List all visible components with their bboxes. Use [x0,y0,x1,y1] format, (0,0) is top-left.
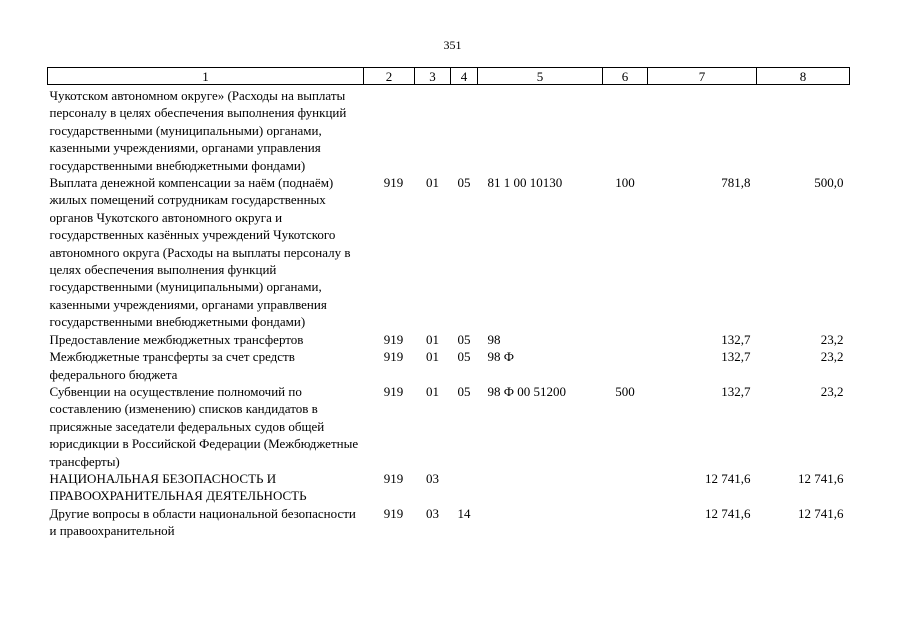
row-amount-2 [757,85,850,175]
row-target-article: 98 Ф [487,349,515,365]
row-section: 01 [426,349,439,365]
row-amount-1: 132,7 [721,383,751,399]
row-name: Другие вопросы в области национальной безопасности и правоохранительной [49,505,356,539]
row-amount-2: 23,2 [820,349,844,365]
row-admin-code: 919 [383,349,404,365]
row-amount-1: 12 741,6 [705,470,751,486]
row-name: Предоставление межбюджетных трансфертов [49,331,304,347]
table-row [48,85,850,175]
row-subsection: 05 [457,331,471,347]
row-amount-1: 781,8 [721,175,751,191]
column-header: 5 [478,68,603,85]
table-row [48,174,850,331]
row-expense-type: 500 [615,383,635,399]
row-expense-type [603,331,648,348]
row-admin-code: 919 [383,383,404,399]
row-subsection: 05 [457,349,471,365]
table-row [48,383,850,470]
row-expense-type [603,505,648,540]
row-admin-code: 919 [383,470,404,486]
row-expense-type: 100 [615,175,635,191]
table-row [48,348,850,383]
row-subsection [451,85,478,175]
budget-table [47,67,850,540]
table-row [48,331,850,348]
row-admin-code: 919 [383,331,404,347]
row-subsection: 05 [457,175,471,191]
row-target-article [478,470,603,505]
row-amount-2: 12 741,6 [798,505,844,521]
row-section [415,85,451,175]
column-header: 1 [48,68,364,85]
table-row [48,505,850,540]
row-expense-type [603,85,648,175]
row-amount-2: 12 741,6 [798,470,844,486]
row-admin-code [364,85,415,175]
row-target-article: 81 1 00 10130 [487,175,563,191]
row-amount-2: 500,0 [814,175,844,191]
row-name: Выплата денежной компенсации за наём (поднаём) жилых помещений сотрудникам государственных органов Чукотского автономного округа и государственных казённых учреждений Чукотского автономного округа (Расходы на выплаты персоналу в целях обеспечения выполнения функций государственными (муниципальными) органами, казенными учреждениями, органами управлвения государственными внебюджетными фондами) [49,175,351,330]
row-admin-code: 919 [383,175,404,191]
row-amount-1 [648,85,757,175]
row-amount-1: 12 741,6 [705,505,751,521]
row-amount-1: 132,7 [721,331,751,347]
table-header-row [48,68,850,85]
row-subsection: 14 [457,505,471,521]
row-target-article [478,505,603,540]
column-header: 2 [364,68,415,85]
row-subsection: 05 [457,383,471,399]
row-section: 01 [426,175,439,191]
row-expense-type [603,348,648,383]
table-row [48,470,850,505]
row-target-article: 98 Ф 00 51200 [487,383,567,399]
row-section: 03 [426,470,439,486]
row-subsection [451,470,478,505]
row-amount-1: 132,7 [721,349,751,365]
row-name: Межбюджетные трансферты за счет средств федерального бюджета [49,349,295,382]
column-header: 8 [757,68,850,85]
row-section: 03 [426,505,439,521]
row-name: НАЦИОНАЛЬНАЯ БЕЗОПАСНОСТЬ И ПРАВООХРАНИТЕЛЬНАЯ ДЕЯТЕЛЬНОСТЬ [49,470,307,504]
column-header: 4 [451,68,478,85]
row-amount-2: 23,2 [820,331,844,347]
column-header: 6 [603,68,648,85]
row-expense-type [603,470,648,505]
row-name: Субвенции на осуществление полномочий по составлению (изменению) списков кандидатов в присяжные заседатели федеральных судов общей юрисдикции в Российской Федерации (Межбюджетные трансферты) [49,383,359,469]
page-number: 351 [443,38,462,52]
row-amount-2: 23,2 [820,383,844,399]
row-admin-code: 919 [383,505,404,521]
row-name: Чукотском автономном округе» (Расходы на выплаты персоналу в целях обеспечения выполнения функций государственными (муниципальными) органами, казенными учреждениями, органами управления государственными внебюджетными фондами) [49,88,347,173]
column-header: 3 [415,68,451,85]
row-target-article: 98 [487,331,501,347]
row-section: 01 [426,383,439,399]
row-section: 01 [426,331,439,347]
column-header: 7 [648,68,757,85]
row-target-article [478,85,603,175]
